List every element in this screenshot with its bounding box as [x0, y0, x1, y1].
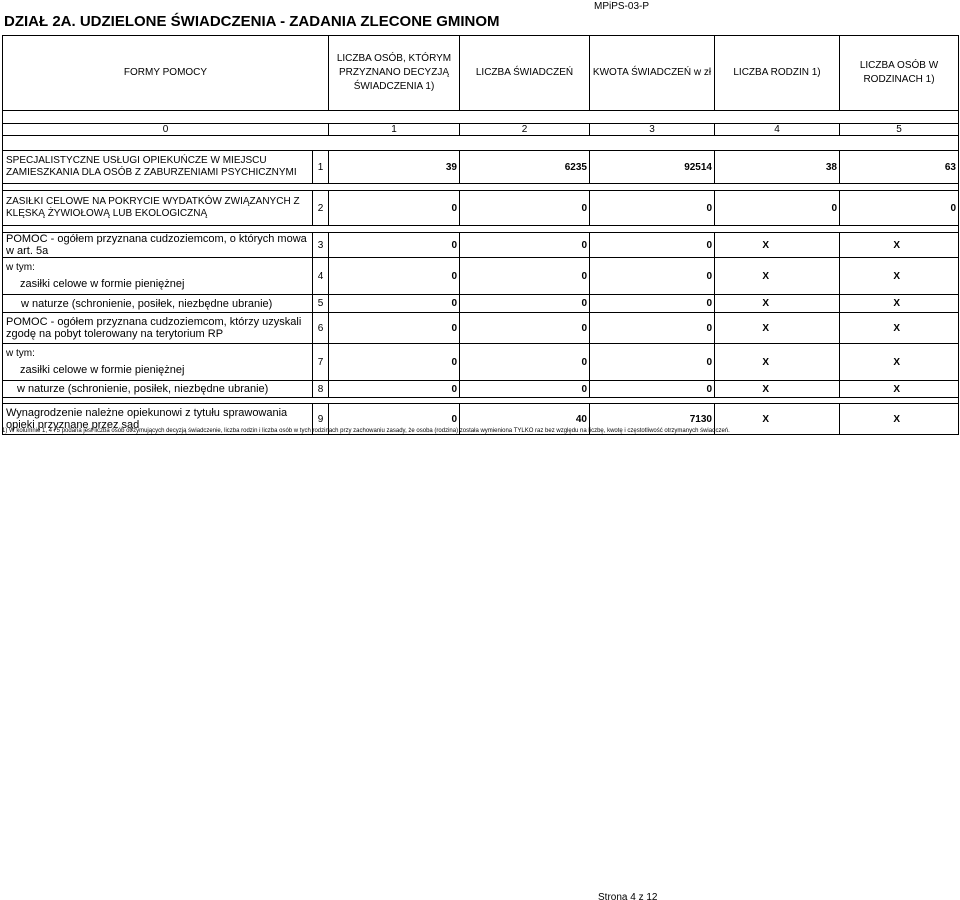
cell-value: 0 — [329, 258, 460, 295]
row-number: 9 — [313, 404, 329, 435]
column-index-row — [3, 124, 959, 136]
table-row — [3, 381, 959, 398]
row-label-cell — [3, 344, 313, 381]
cell-value: 0 — [590, 233, 715, 258]
header-benefit-amount: KWOTA ŚWIADCZEŃ w zł — [590, 36, 715, 111]
cell-value: X — [715, 233, 840, 258]
cell-value: 0 — [329, 313, 460, 344]
cell-value: X — [840, 233, 959, 258]
cell-value: 0 — [329, 295, 460, 313]
cell-value: 0 — [590, 295, 715, 313]
footnote: 1) W kolumnie 1, 4 i 5 podana jest liczba osób otrzymujących decyzją świadczenie, liczba rodzin i liczba osób w tych rodzinach przy zachowaniu zasady, że osoba (rodzina) została wymieniona TYLKO raz bez względu na liczbę, kwotę i częstotliwość otrzymanych świadczeń. — [2, 428, 730, 434]
header-row — [3, 36, 959, 111]
cell-value: X — [840, 381, 959, 398]
row-number: 4 — [313, 258, 329, 295]
cell-value: X — [715, 344, 840, 381]
cell-value: 0 — [590, 191, 715, 226]
w-tym-label: w tym: — [6, 262, 35, 273]
cell-value: 63 — [840, 151, 959, 184]
cell-value: X — [715, 295, 840, 313]
cell-value: 0 — [460, 258, 590, 295]
cell-value: 0 — [329, 233, 460, 258]
table-row — [3, 233, 959, 258]
header-family-count: LICZBA RODZIN 1) — [715, 36, 840, 111]
header-persons-granted: LICZBA OSÓB, KTÓRYM PRZYZNANO DECYZJĄ ŚWIADCZENIA 1) — [329, 36, 460, 111]
cell-value: 0 — [329, 404, 460, 435]
table-row — [3, 344, 959, 381]
table-row — [3, 151, 959, 184]
cell-value: 0 — [840, 191, 959, 226]
cell-value: 0 — [460, 344, 590, 381]
column-index: 2 — [460, 124, 590, 136]
spacer-row — [3, 184, 959, 191]
row-label: ZASIŁKI CELOWE NA POKRYCIE WYDATKÓW ZWIĄZANYCH Z KLĘSKĄ ŻYWIOŁOWĄ LUB EKOLOGICZNĄ — [3, 191, 313, 226]
cell-value: X — [840, 295, 959, 313]
cell-value: 0 — [715, 191, 840, 226]
row-label: Wynagrodzenie należne opiekunowi z tytułu sprawowania opieki przyznane przez sąd — [3, 404, 313, 435]
cell-value: 0 — [590, 313, 715, 344]
cell-value: 7130 — [590, 404, 715, 435]
cell-value: 40 — [460, 404, 590, 435]
cell-value: 39 — [329, 151, 460, 184]
table-row — [3, 191, 959, 226]
cell-value: 92514 — [590, 151, 715, 184]
cell-value: X — [840, 313, 959, 344]
row-label: w naturze (schronienie, posiłek, niezbędne ubranie) — [3, 295, 313, 313]
row-label: w naturze (schronienie, posiłek, niezbędne ubranie) — [3, 381, 313, 398]
header-benefit-count: LICZBA ŚWIADCZEŃ — [460, 36, 590, 111]
cell-value: 0 — [460, 233, 590, 258]
row-label: SPECJALISTYCZNE USŁUGI OPIEKUŃCZE W MIEJSCU ZAMIESZKANIA DLA OSÓB Z ZABURZENIAMI PSYCHICZNYMI — [3, 151, 313, 184]
cell-value: 6235 — [460, 151, 590, 184]
benefits-table — [2, 35, 959, 435]
cell-value: 0 — [329, 344, 460, 381]
column-index: 0 — [3, 124, 329, 136]
cell-value: 0 — [590, 258, 715, 295]
row-number: 6 — [313, 313, 329, 344]
cell-value: 0 — [460, 381, 590, 398]
row-label: POMOC - ogółem przyznana cudzoziemcom, którzy uzyskali zgodę na pobyt tolerowany na terytorium RP — [3, 313, 313, 344]
cell-value: 0 — [590, 344, 715, 381]
row-number: 3 — [313, 233, 329, 258]
table-row — [3, 295, 959, 313]
row-number: 2 — [313, 191, 329, 226]
w-tym-label: w tym: — [6, 348, 35, 359]
row-number: 7 — [313, 344, 329, 381]
column-index: 1 — [329, 124, 460, 136]
column-index: 4 — [715, 124, 840, 136]
cell-value: X — [715, 313, 840, 344]
spacer-row — [3, 226, 959, 233]
row-label-cell — [3, 258, 313, 295]
cell-value: X — [840, 258, 959, 295]
page-number: Strona 4 z 12 — [598, 892, 658, 900]
cell-value: 0 — [460, 295, 590, 313]
cell-value: 0 — [460, 313, 590, 344]
row-label: POMOC - ogółem przyznana cudzoziemcom, o których mowa w art. 5a — [3, 233, 313, 258]
spacer-row — [3, 111, 959, 124]
cell-value: 38 — [715, 151, 840, 184]
row-label: zasiłki celowe w formie pieniężnej — [20, 364, 185, 376]
table-row — [3, 258, 959, 295]
cell-value: 0 — [329, 381, 460, 398]
cell-value: X — [840, 344, 959, 381]
column-index: 3 — [590, 124, 715, 136]
form-code: MPiPS-03-P — [593, 1, 649, 12]
section-title: DZIAŁ 2A. UDZIELONE ŚWIADCZENIA - ZADANIA ZLECONE GMINOM — [4, 13, 500, 30]
cell-value: X — [715, 258, 840, 295]
row-label: zasiłki celowe w formie pieniężnej — [20, 278, 185, 290]
header-forms-of-help: FORMY POMOCY — [3, 36, 329, 111]
table-row — [3, 313, 959, 344]
cell-value: X — [715, 404, 840, 435]
cell-value: 0 — [460, 191, 590, 226]
cell-value: 0 — [329, 191, 460, 226]
cell-value: 0 — [590, 381, 715, 398]
row-number: 8 — [313, 381, 329, 398]
header-persons-in-families: LICZBA OSÓB W RODZINACH 1) — [840, 36, 959, 111]
column-index: 5 — [840, 124, 959, 136]
cell-value: X — [840, 404, 959, 435]
spacer-row — [3, 136, 959, 151]
cell-value: X — [715, 381, 840, 398]
row-number: 5 — [313, 295, 329, 313]
row-number: 1 — [313, 151, 329, 184]
